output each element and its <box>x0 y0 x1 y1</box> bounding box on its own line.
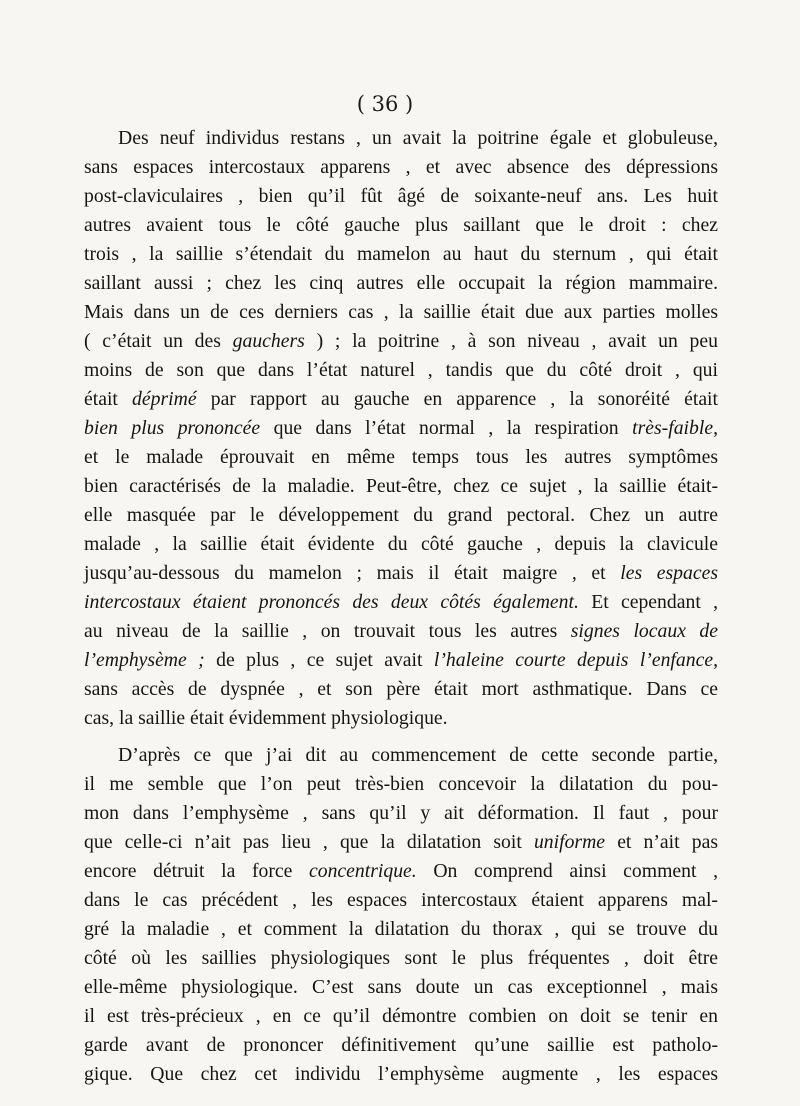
text-line <box>84 973 718 1002</box>
text-run: il est très-précieux , en ce qu’il démontre combien on doit se tenir en <box>84 1005 718 1027</box>
text-run: dans le cas précédent , les espaces intercostaux étaient apparens mal- <box>84 889 718 911</box>
text-line <box>84 886 718 915</box>
page-number: ( 36 ) <box>356 92 414 116</box>
text-line <box>84 501 718 530</box>
text-line <box>84 153 718 182</box>
text-line <box>84 799 718 828</box>
text-run: était <box>84 388 133 410</box>
text-line <box>84 559 718 588</box>
text-run: sans accès de dyspnée , et son père était mort asthmatique. Dans ce <box>84 678 718 700</box>
text-line <box>84 385 718 414</box>
text-run: ( c’était un des <box>84 330 233 352</box>
text-run: mon dans l’emphysème , sans qu’il y ait déformation. Il faut , pour <box>84 802 718 824</box>
italic-text: déprimé <box>132 388 197 410</box>
text-run: garde avant de prononcer définitivement qu’une saillie est patholo- <box>84 1034 718 1056</box>
italic-text: gauchers <box>232 330 305 352</box>
text-run: moins de son que dans l’état naturel , tandis que du côté droit , qui <box>84 359 718 381</box>
text-run: saillant aussi ; chez les cinq autres elle occupait la région mammaire. <box>84 272 718 294</box>
text-run: gique. Que chez cet individu l’emphysème augmente , les espaces <box>84 1063 718 1085</box>
text-run: bien caractérisés de la maladie. Peut-être, chez ce sujet , la saillie était- <box>84 475 718 497</box>
italic-text: intercostaux étaient prononcés des deux côtés également. <box>84 591 579 613</box>
italic-text: uniforme <box>533 831 606 853</box>
italic-text: les espaces <box>620 562 718 584</box>
text-run: côté où les saillies physiologiques sont le plus fréquentes , doit être <box>84 947 718 969</box>
text-line <box>84 617 718 646</box>
text-run: malade , la saillie était évidente du côté gauche , depuis la clavicule <box>84 533 718 555</box>
text-line <box>84 124 718 153</box>
text-line <box>84 1031 718 1060</box>
text-line <box>84 182 718 211</box>
text-run: post-claviculaires , bien qu’il fût âgé de soixante-neuf ans. Les huit <box>84 185 718 207</box>
text-run: que celle-ci n’ait pas lieu , que la dilatation soit <box>84 831 534 853</box>
italic-text: concentrique. <box>309 860 417 882</box>
text-run: elle masquée par le développement du grand pectoral. Chez un autre <box>84 504 718 526</box>
text-line <box>84 646 718 675</box>
text-run: et n’ait pas <box>605 831 718 853</box>
text-run: Mais dans un de ces derniers cas , la saillie était due aux parties molles <box>84 301 718 323</box>
text-line <box>84 915 718 944</box>
text-line <box>84 675 718 704</box>
text-run: jusqu’au-dessous du mamelon ; mais il était maigre , et <box>84 562 621 584</box>
text-line <box>84 741 718 770</box>
text-run: il me semble que l’on peut très-bien concevoir la dilatation du pou- <box>84 773 718 795</box>
text-line <box>84 414 718 443</box>
text-line <box>84 327 718 356</box>
text-line <box>84 269 718 298</box>
text-run: ) ; la poitrine , à son niveau , avait un peu <box>304 330 718 352</box>
text-line <box>84 530 718 559</box>
text-line <box>84 588 718 617</box>
italic-text: très-faible, <box>632 417 718 439</box>
text-run: gré la maladie , et comment la dilatation du thorax , qui se trouve du <box>84 918 718 940</box>
text-run: cas, la saillie était évidemment physiologique. <box>84 707 448 729</box>
italic-text: signes locaux de <box>570 620 718 642</box>
text-line <box>84 944 718 973</box>
text-line <box>84 1060 718 1089</box>
italic-text: bien plus prononcée <box>84 417 261 439</box>
italic-text: l’emphysème ; <box>84 649 205 671</box>
text-run: sans espaces intercostaux apparens , et avec absence des dépressions <box>84 156 718 178</box>
text-run: trois , la saillie s’étendait du mamelon au haut du sternum , qui était <box>84 243 718 265</box>
text-line <box>84 356 718 385</box>
text-run: de plus , ce sujet avait <box>204 649 434 671</box>
text-run: au niveau de la saillie , on trouvait tous les autres <box>84 620 571 642</box>
text-line <box>84 828 718 857</box>
text-line <box>84 443 718 472</box>
text-run: encore détruit la force <box>84 860 309 882</box>
text-line <box>84 704 718 733</box>
text-line <box>84 211 718 240</box>
text-run: On comprend ainsi comment , <box>416 860 718 882</box>
text-run: que dans l’état normal , la respiration <box>260 417 633 439</box>
text-run: par rapport au gauche en apparence , la sonoréité était <box>196 388 718 410</box>
text-run: Des neuf individus restans , un avait la poitrine égale et globuleuse, <box>118 127 718 149</box>
text-run: et le malade éprouvait en même temps tous les autres symptômes <box>84 446 718 468</box>
text-run: Et cependant , <box>578 591 719 613</box>
text-line <box>84 298 718 327</box>
text-line <box>84 472 718 501</box>
text-line <box>84 857 718 886</box>
text-run: D’après ce que j’ai dit au commencement de cette seconde partie, <box>118 744 718 766</box>
text-run: autres avaient tous le côté gauche plus saillant que le droit : chez <box>84 214 718 236</box>
text-line <box>84 1002 718 1031</box>
text-run: elle-même physiologique. C’est sans doute un cas exceptionnel , mais <box>84 976 718 998</box>
text-line <box>84 770 718 799</box>
text-line <box>84 240 718 269</box>
body-text <box>84 124 718 1089</box>
italic-text: l’haleine courte depuis l’enfance, <box>433 649 718 671</box>
